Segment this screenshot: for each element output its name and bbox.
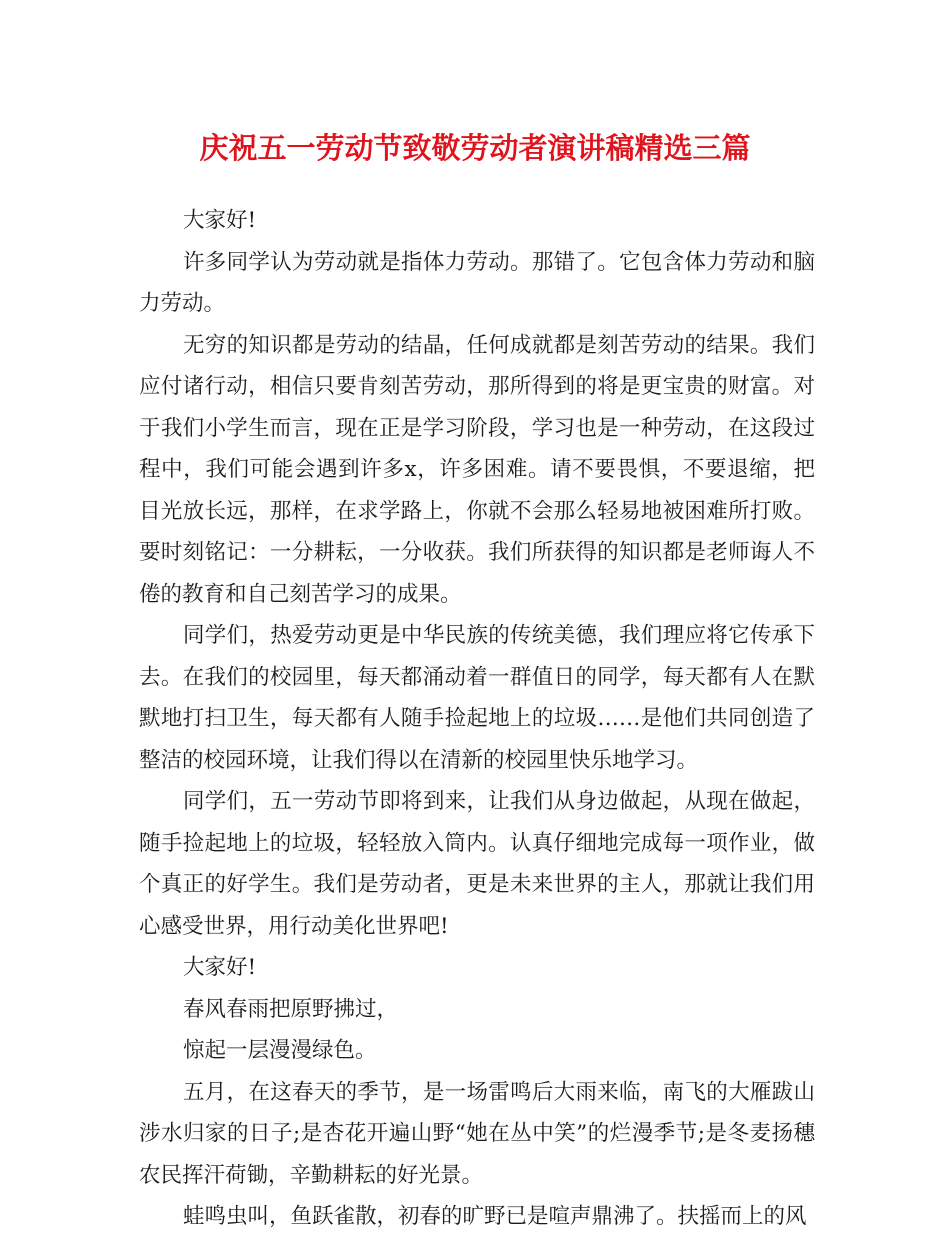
paragraph: 同学们，五一劳动节即将到来，让我们从身边做起，从现在做起，随手捡起地上的垃圾，轻轻放入筒内。认真仔细地完成每一项作业，做个真正的好学生。我们是劳动者，更是未来世界的主人，那就让我们用心感受世界，用行动美化世界吧! bbox=[139, 789, 815, 939]
document-title: 庆祝五一劳动节致敬劳动者演讲稿精选三篇 bbox=[199, 131, 751, 165]
paragraph: 同学们，热爱劳动更是中华民族的传统美德，我们理应将它传承下去。在我们的校园里，每天都涌动着一群值日的同学，每天都有人在默默地打扫卫生，每天都有人随手捡起地上的垃圾……是他们共同创造了整洁的校园环境，让我们得以在清新的校园里快乐地学习。 bbox=[139, 623, 815, 773]
paragraph: 春风春雨把原野拂过， bbox=[183, 996, 399, 1022]
paragraph: 许多同学认为劳动就是指体力劳动。那错了。它包含体力劳动和脑力劳动。 bbox=[139, 249, 815, 316]
document-body bbox=[139, 200, 815, 1238]
paragraph: 大家好! bbox=[183, 208, 257, 233]
paragraph: 蛙鸣虫叫，鱼跃雀散，初春的旷野已是喧声鼎沸了。扶摇而上的风 bbox=[183, 1204, 807, 1229]
paragraph: 五月，在这春天的季节，是一场雷鸣后大雨来临，南飞的大雁跋山涉水归家的日子;是杏花开遍山野“她在丛中笑”的烂漫季节;是冬麦扬穗农民挥汗荷锄，辛勤耕耘的好光景。 bbox=[139, 1079, 815, 1188]
paragraph: 大家好! bbox=[183, 955, 257, 980]
paragraph: 惊起一层漫漫绿色。 bbox=[183, 1038, 377, 1063]
paragraph: 无穷的知识都是劳动的结晶，任何成就都是刻苦劳动的结果。我们应付诸行动，相信只要肯刻苦劳动，那所得到的将是更宝贵的财富。对于我们小学生而言，现在正是学习阶段，学习也是一种劳动，在这段过程中，我们可能会遇到许多x，许多困难。请不要畏惧，不要退缩，把目光放长远，那样，在求学路上，你就不会那么轻易地被困难所打败。要时刻铭记：一分耕耘，一分收获。我们所获得的知识都是老师诲人不倦的教育和自己刻苦学习的成果。 bbox=[139, 332, 815, 607]
